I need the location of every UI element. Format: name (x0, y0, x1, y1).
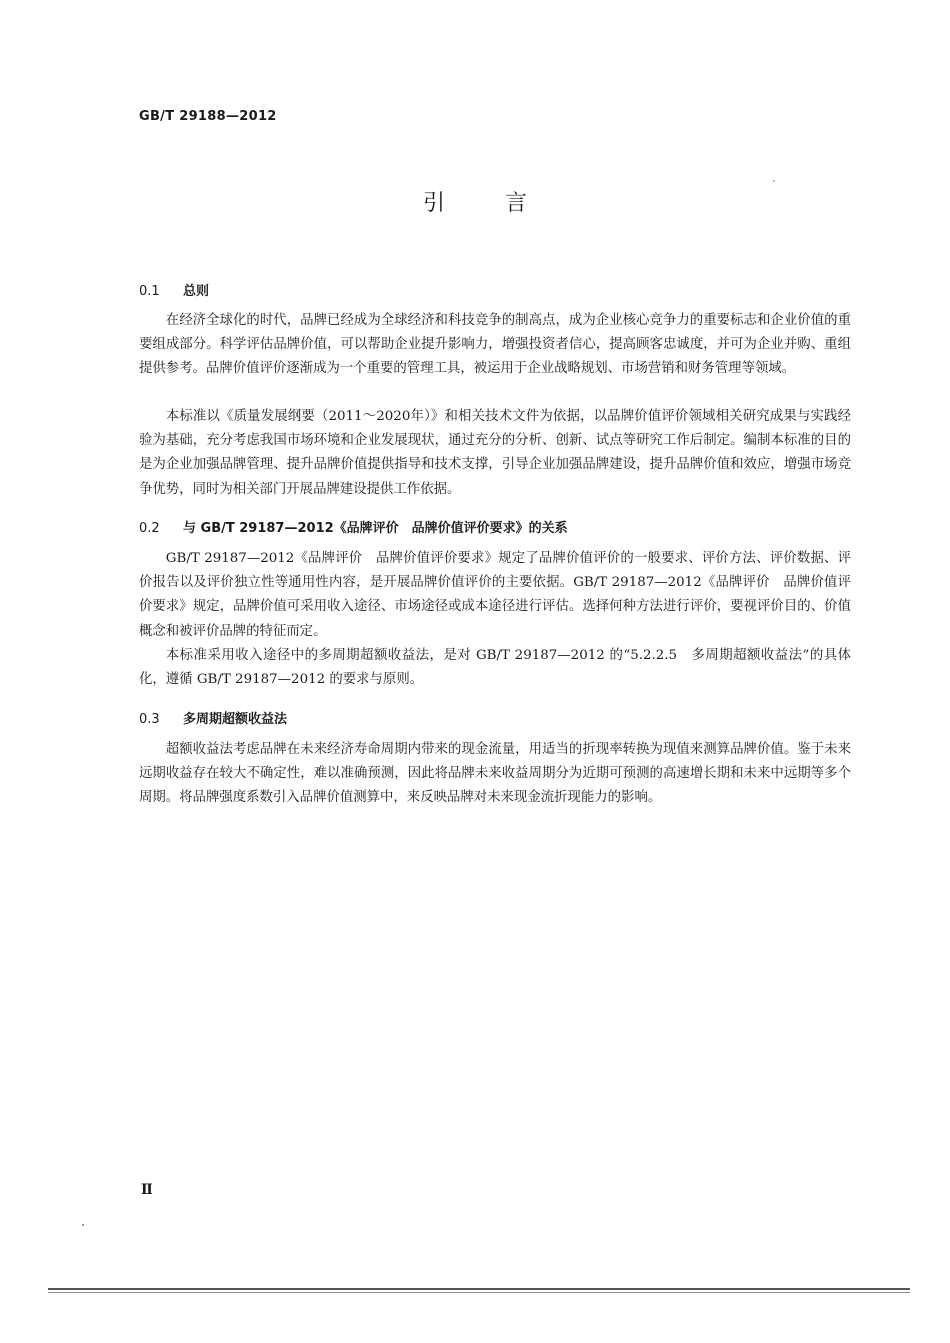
section-heading-0-1 (139, 280, 209, 299)
section-number: 0.1 (139, 284, 160, 299)
paragraph: 本标准采用收入途径中的多周期超额收益法，是对 GB/T 29187—2012 的“5.2.2.5 多周期超额收益法”的具体化，遵循 GB/T 29187—2012 的要求与原则。 (139, 648, 851, 688)
paragraph: 本标准以《质量发展纲要（2011～2020年）》和相关技术文件为依据，以品牌价值评价领域相关研究成果与实践经验为基础，充分考虑我国市场环境和企业发展现状，通过充分的分析、创新、试点等研究工作后制定。编制本标准的目的是为企业加强品牌管理、提升品牌价值提供指导和技术支撑，引导企业加强品牌建设，提升品牌价值和效应，增强市场竞争优势，同时为相关部门开展品牌建设提供工作依据。 (139, 409, 851, 497)
footer-rule-thin (48, 1292, 910, 1293)
paragraph: 在经济全球化的时代，品牌已经成为全球经济和科技竞争的制高点，成为企业核心竞争力的重要标志和企业价值的重要组成部分。科学评估品牌价值，可以帮助企业提升影响力，增强投资者信心，提高顾客忠诚度，并可为企业并购、重组提供参考。品牌价值评价逐渐成为一个重要的管理工具，被运用于企业战略规划、市场营销和财务管理等领域。 (139, 313, 851, 377)
section-title: 多周期超额收益法 (183, 712, 288, 727)
section-title: 与 GB/T 29187—2012《品牌评价 品牌价值评价要求》的关系 (183, 521, 568, 536)
section-number: 0.3 (139, 712, 160, 727)
page-title: 引言 (422, 191, 587, 216)
footer-rule (48, 1288, 910, 1290)
paragraph: GB/T 29187—2012《品牌评价 品牌价值评价要求》规定了品牌价值评价的一般要求、评价方法、评价数据、评价报告以及评价独立性等通用性内容，是开展品牌价值评价的主要依据。GB/T 29187—2012《品牌评价 品牌价值评价要求》规定，品牌价值可采用收入途径、市场途径或成本途径进行评估。选择何种方法进行评价，要视评价目的、价值概念和被评价品牌的特征而定。 (139, 551, 851, 639)
section-number: 0.2 (139, 521, 160, 536)
document-code: GB/T 29188—2012 (139, 109, 277, 124)
paragraph: 超额收益法考虑品牌在未来经济寿命周期内带来的现金流量，用适当的折现率转换为现值来测算品牌价值。鉴于未来远期收益存在较大不确定性，难以准确预测，因此将品牌未来收益周期分为近期可预测的高速增长期和未来中远期等多个周期。将品牌强度系数引入品牌价值测算中，来反映品牌对未来现金流折现能力的影响。 (139, 742, 851, 806)
section-title: 总则 (183, 284, 210, 299)
section-heading-0-3 (139, 708, 287, 727)
scan-speck (773, 180, 775, 182)
scan-speck (82, 1224, 84, 1226)
page-number: Ⅱ (141, 1182, 153, 1198)
section-heading-0-2 (139, 517, 568, 536)
